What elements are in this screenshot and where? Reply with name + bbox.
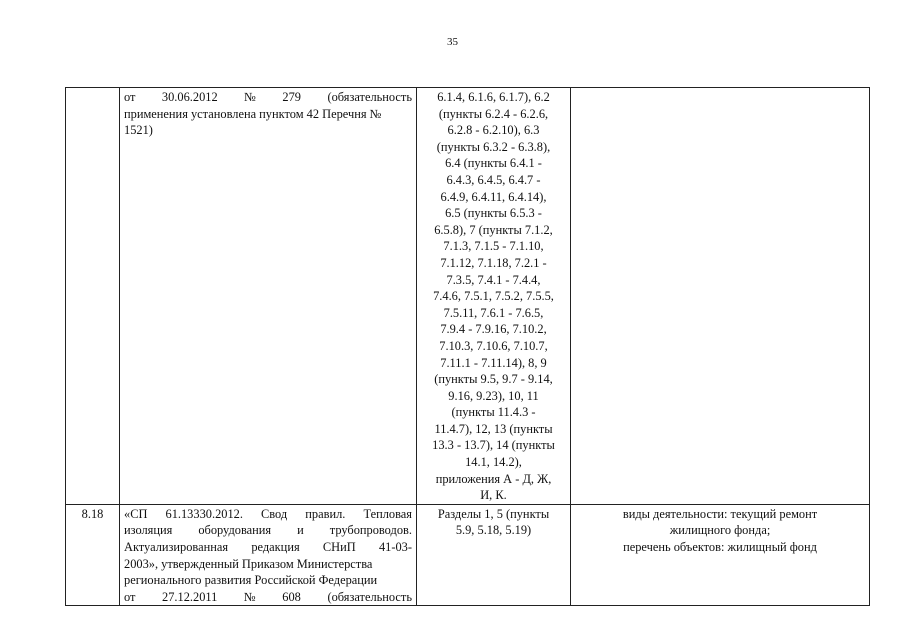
scope-line: виды деятельности: текущий ремонт <box>622 506 818 521</box>
sections-line: 7.3.5, 7.4.1 - 7.4.4, <box>446 272 541 287</box>
sections-line: 11.4.7), 12, 13 (пункты <box>434 421 553 436</box>
document-line: Актуализированная редакция СНиП 41-03- <box>124 540 412 555</box>
table-row <box>66 88 870 505</box>
sections-line: 7.9.4 - 7.9.16, 7.10.2, <box>440 322 547 337</box>
sections-line: 7.4.6, 7.5.1, 7.5.2, 7.5.5, <box>433 289 554 304</box>
document-line: от 27.12.2011 № 608 (обязательность <box>124 589 412 604</box>
document-line: 1521) <box>124 123 153 138</box>
document-line: изоляция оборудования и трубопроводов. <box>124 523 412 538</box>
document-line: регионального развития Российской Федерации <box>124 573 378 588</box>
scope-line: жилищного фонда; <box>669 523 771 538</box>
document-line: от 30.06.2012 № 279 (обязательность <box>124 90 412 104</box>
scope-cell <box>571 88 870 505</box>
sections-cell <box>417 504 571 606</box>
document-line: 2003», утвержденный Приказом Министерства <box>124 556 373 571</box>
sections-line: И, К. <box>480 488 507 503</box>
sections-line: 9.16, 9.23), 10, 11 <box>448 388 539 403</box>
row-number-cell: 8.18 <box>66 504 120 606</box>
sections-line: 7.1.12, 7.1.18, 7.2.1 - <box>440 255 547 270</box>
sections-line: (пункты 6.3.2 - 6.3.8), <box>436 139 551 154</box>
document-cell <box>120 88 417 505</box>
sections-line: приложения А - Д, Ж, <box>435 471 552 486</box>
sections-line: 6.4.3, 6.4.5, 6.4.7 - <box>446 172 541 187</box>
sections-line: 6.5 (пункты 6.5.3 - <box>445 206 542 221</box>
sections-line: 6.5.8), 7 (пункты 7.1.2, <box>434 222 553 237</box>
row-number-cell <box>66 88 120 505</box>
sections-line: (пункты 11.4.3 - <box>451 405 536 420</box>
page-number: 35 <box>447 36 458 48</box>
sections-line: 13.3 - 13.7), 14 (пункты <box>432 438 555 453</box>
sections-line: 5.9, 5.18, 5.19) <box>455 523 532 538</box>
sections-line: 6.4.9, 6.4.11, 6.4.14), <box>440 189 547 204</box>
sections-line: 14.1, 14.2), <box>465 455 522 470</box>
scope-line: перечень объектов: жилищный фонд <box>623 540 817 555</box>
sections-cell <box>417 88 571 505</box>
sections-line: 7.5.11, 7.6.1 - 7.6.5, <box>443 305 544 320</box>
sections-line: 7.10.3, 7.10.6, 7.10.7, <box>439 338 548 353</box>
scope-cell <box>571 504 870 606</box>
sections-line: 6.2.8 - 6.2.10), 6.3 <box>447 123 540 138</box>
sections-line: 7.11.1 - 7.11.14), 8, 9 <box>440 355 547 370</box>
sections-line: (пункты 6.2.4 - 6.2.6, <box>438 106 549 121</box>
sections-line: 6.4 (пункты 6.4.1 - <box>445 156 542 171</box>
document-line: применения установлена пунктом 42 Перечня № <box>124 106 382 121</box>
regulations-table <box>65 87 870 606</box>
document-cell <box>120 504 417 606</box>
sections-line: (пункты 9.5, 9.7 - 9.14, <box>434 372 553 387</box>
document-line: «СП 61.13330.2012. Свод правил. Тепловая <box>124 506 412 521</box>
sections-line: 7.1.3, 7.1.5 - 7.1.10, <box>443 239 544 254</box>
sections-line: Разделы 1, 5 (пункты <box>437 506 550 521</box>
table-row <box>66 504 870 606</box>
sections-line: 6.1.4, 6.1.6, 6.1.7), 6.2 <box>437 90 550 104</box>
